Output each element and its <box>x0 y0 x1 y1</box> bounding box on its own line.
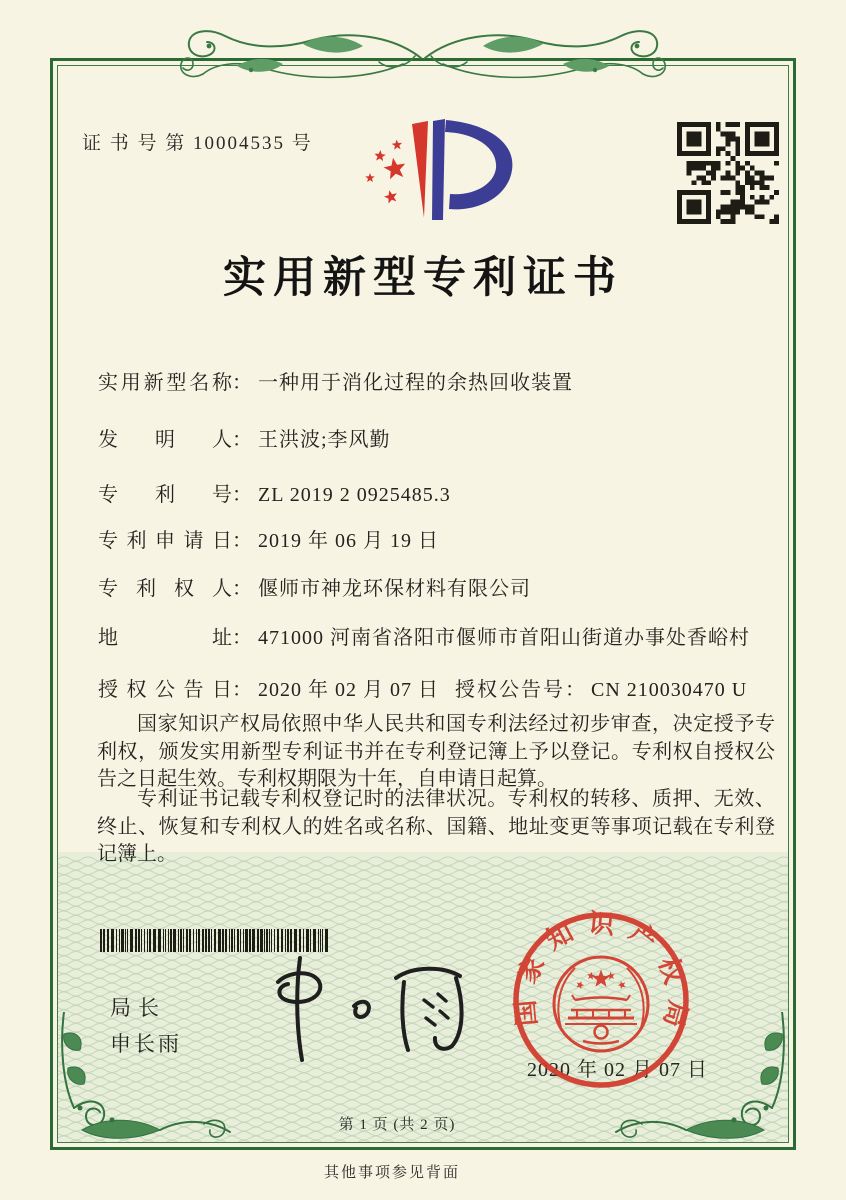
signature-handwriting <box>238 948 478 1066</box>
field-colon: ： <box>232 484 252 506</box>
field-row-address <box>98 621 750 650</box>
director-name: 申长雨 <box>110 1032 182 1056</box>
page-indicator: 第 1 页 (共 2 页) <box>338 1117 456 1133</box>
national-emblem <box>554 957 648 1051</box>
field-row-grant-date <box>98 673 748 702</box>
field-value: 2020 年 02 月 07 日 <box>258 679 439 701</box>
field-value: ZL 2019 2 0925485.3 <box>258 484 451 506</box>
qr-code <box>677 122 779 224</box>
field-row-patentee <box>98 572 531 601</box>
field-colon: ： <box>232 578 252 600</box>
field-value: 471000 河南省洛阳市偃师市首阳山街道办事处香峪村 <box>258 627 750 649</box>
field-value: 偃师市神龙环保材料有限公司 <box>258 578 531 600</box>
back-note: 其他事项参见背面 <box>323 1165 460 1181</box>
seal-date: 2020 年 02 月 07 日 <box>527 1059 708 1081</box>
official-seal <box>509 908 693 1092</box>
field-label: 专利申请日 <box>98 530 232 552</box>
field-row-inventor <box>98 423 391 452</box>
field-label: 授权公告号 <box>455 679 565 701</box>
field-row-filing-date <box>98 524 439 553</box>
field-value: 2019 年 06 月 19 日 <box>258 530 439 552</box>
grant-publication-number <box>455 673 747 702</box>
legal-paragraph-2: 专利证书记载专利权登记时的法律状况。专利权的转移、质押、无效、终止、恢复和专利权人的姓名或名称、国籍、地址变更等事项记载在专利登记簿上。 <box>97 788 775 865</box>
field-colon: ： <box>232 372 252 394</box>
field-value: CN 210030470 U <box>591 679 748 701</box>
field-label: 地址 <box>98 627 232 649</box>
seal-agency-text: 国家知识产权局 <box>509 908 693 1044</box>
field-colon: ： <box>232 627 252 649</box>
field-value: 一种用于消化过程的余热回收装置 <box>258 372 573 394</box>
legal-paragraph-1: 国家知识产权局依照中华人民共和国专利法经过初步审查，决定授予专利权，颁发实用新型专利证书并在专利登记簿上予以登记。专利权自授权公告之日起生效。专利权期限为十年，自申请日起算。 <box>97 713 775 790</box>
cnipa-logo-icon <box>352 116 520 230</box>
border-ornament-top <box>153 16 693 100</box>
field-row-name <box>98 366 573 395</box>
field-label: 实用新型名称 <box>98 372 232 394</box>
field-label: 专利权人 <box>98 578 232 600</box>
field-value: 王洪波;李风勤 <box>258 429 391 451</box>
field-colon: ： <box>232 429 252 451</box>
field-row-patent-no <box>98 478 451 507</box>
field-label: 发明人 <box>98 429 232 451</box>
field-colon: ： <box>565 679 585 701</box>
certificate-title: 实用新型专利证书 <box>223 255 623 302</box>
field-colon: ： <box>232 530 252 552</box>
director-title: 局长 <box>110 996 166 1020</box>
certificate-number: 证 书 号 第 10004535 号 <box>82 133 313 154</box>
field-colon: ： <box>232 679 252 701</box>
field-label: 专利号 <box>98 484 232 506</box>
field-label: 授权公告日 <box>98 679 232 701</box>
